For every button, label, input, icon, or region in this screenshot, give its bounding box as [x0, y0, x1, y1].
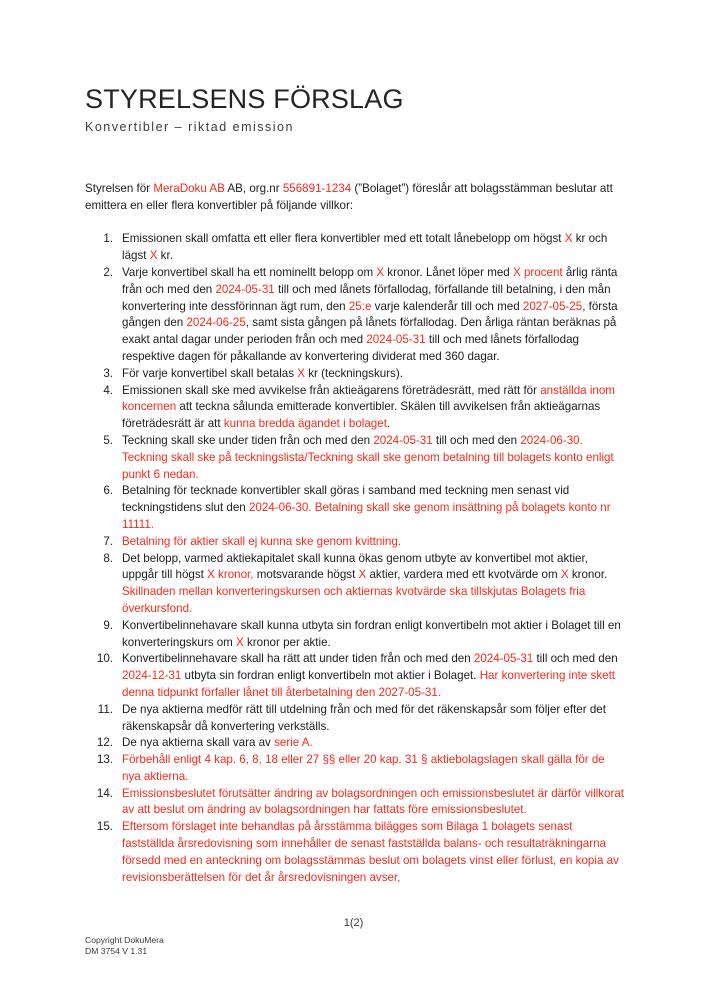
list-item	[85, 651, 624, 701]
body-text: .	[386, 417, 391, 431]
variable-text: 556891-1234	[282, 182, 352, 195]
list-item-text	[122, 787, 624, 817]
variable-text: Betalning skall ske genom insättning på bolagets konto nr 11111.	[122, 501, 611, 531]
terms-list	[85, 231, 624, 886]
list-item-number: 1.	[103, 232, 113, 246]
body-text: , samt sista gången på lånets förfallodag. Den årliga räntan beräknas på exakt antal dagar under perioden från och med	[122, 316, 617, 347]
list-item-number: 12.	[96, 736, 113, 750]
variable-text: 2024-06-30.	[248, 501, 312, 515]
list-item	[85, 786, 624, 820]
list-item-text	[122, 434, 614, 481]
variable-text: X	[564, 232, 573, 246]
variable-text: Skillnaden mellan konverteringskursen och aktiernas kvotvärde ska tillskjutas Bolagets fria överkursfond.	[122, 585, 586, 615]
list-item-number: 13.	[96, 753, 113, 767]
variable-text: Betalning för aktier skall ej kunna ske genom kvittning.	[122, 534, 402, 548]
list-item	[85, 265, 624, 366]
copyright-block	[85, 935, 164, 957]
body-text: Styrelsen för	[85, 182, 154, 195]
list-item	[85, 433, 624, 483]
variable-text: 25:e	[348, 299, 372, 313]
variable-text: X	[297, 366, 306, 380]
list-item	[85, 551, 624, 618]
body-text: De nya aktierna skall vara av	[122, 736, 275, 750]
variable-text: Har konvertering inte skett denna tidpunkt förfaller lånet till återbetalning den 2027-05-31.	[122, 669, 616, 699]
document-subtitle: Konvertibler – riktad emission	[85, 120, 294, 134]
list-item-text	[122, 820, 619, 883]
copyright-line-2: DM 3754 V 1.31	[85, 946, 148, 956]
list-item-number: 8.	[103, 551, 113, 565]
variable-text: Emissionsbeslutet förutsätter ändring av bolagsordningen och emissionsbeslutet är därför villkorat av att beslut om ändring av bolagsordningen har fattats före emissionsbeslutet.	[122, 786, 625, 817]
body-text: kronor. Lånet löper med	[384, 265, 513, 279]
body-text: aktier, vardera med ett kvotvärde om	[366, 568, 561, 582]
variable-text: Eftersom förslaget inte behandlas på årsstämma bilägges som Bilaga 1 bolagets senast fastställda årsredovisning som innehåller de senast fastställda balans- och resultaträkningarna försedd med en anteckning om bolagsstämmas beslut om bolagets vinst eller förlust, en kopia av revisionsberättelsen för det år årsredovisningen avser,	[122, 820, 619, 884]
body-text: varje kalenderår till och med	[371, 299, 523, 313]
variable-text: Förbehåll enligt 4 kap. 6, 8, 18 eller 27 §§ eller 20 kap. 31 § aktiebolagslagen skall gälla för de nya aktierna.	[122, 753, 605, 783]
body-text: Emissionen skall omfatta ett eller flera konvertibler med ett totalt lånebelopp om högst	[122, 232, 565, 246]
body-text: Betalning för tecknade konvertibler skall göras i samband med teckning men senast vid teckningstidens slut den	[122, 484, 570, 515]
variable-text: 2024-05-31	[373, 433, 433, 447]
list-item	[85, 383, 624, 433]
variable-text: X	[560, 568, 569, 582]
body-text: kronor per aktie.	[243, 635, 331, 649]
list-item-text	[122, 652, 618, 699]
body-text: årlig ränta från och med den	[122, 265, 618, 296]
variable-text: 2024-05-31	[366, 333, 426, 347]
body-text: till och med den	[533, 652, 618, 666]
body-text: För varje konvertibel skall betalas	[122, 366, 298, 380]
variable-text: kunna bredda ägandet i bolaget	[223, 417, 387, 431]
body-text: Emissionen skall ske med avvikelse från aktieägarens företrädesrätt, med rätt för	[122, 383, 541, 397]
list-item-text	[122, 232, 607, 262]
list-item	[85, 702, 624, 736]
body-text: AB, org.nr	[224, 182, 283, 195]
variable-text: anställda inom koncernen	[122, 383, 615, 414]
list-item-text	[122, 384, 615, 431]
list-item-text	[122, 703, 606, 733]
list-item	[85, 231, 624, 265]
variable-text: X	[376, 265, 385, 279]
variable-text: Teckning skall ske på teckningslista/Teckning skall ske genom betalning till bolagets konto enligt punkt 6 nedan.	[122, 450, 614, 481]
list-item-number: 11.	[97, 702, 113, 716]
body-text: kronor.	[568, 568, 608, 582]
list-item-number: 14.	[96, 786, 113, 800]
body-text: motsvarande högst	[253, 568, 359, 582]
body-text: De nya aktierna medför rätt till utdelning från och med för det räkenskapsår som följer efter det räkenskapsår då konvertering verkställs.	[122, 702, 606, 733]
body-text: Konvertibelinnehavare skall ha rätt att under tiden från och med den	[122, 652, 474, 666]
list-item-number: 10.	[96, 652, 113, 666]
list-item-number: 6.	[103, 484, 113, 498]
body-text: Teckning skall ske under tiden från och med den	[122, 433, 374, 447]
body-text: kr.	[157, 249, 173, 263]
list-item-number: 9.	[103, 618, 113, 632]
page-number: 1(2)	[343, 917, 364, 929]
variable-text: 2024-06-25	[186, 316, 246, 330]
list-item-text	[122, 535, 401, 548]
intro-paragraph	[85, 181, 624, 215]
list-item-text	[122, 736, 313, 749]
variable-text: 2024-05-31	[473, 652, 534, 666]
body-text: (”Bolaget”) föreslår att bolagsstämman beslutar att emittera en eller flera konvertibler på följande villkor:	[85, 182, 613, 212]
variable-text: X kronor,	[207, 568, 254, 582]
variable-text: X procent	[512, 265, 563, 279]
list-item	[85, 483, 624, 533]
body-text: kr och lägst	[122, 232, 608, 263]
variable-text: 2027-05-25	[522, 299, 583, 313]
list-item-number: 15.	[96, 820, 113, 834]
body-text: till och med lånets förfallodag, förfallande till betalning, i den mån konvertering inte dessförinnan ägt rum, den	[122, 282, 611, 313]
list-item-text	[122, 367, 403, 380]
page-title: STYRELSENS FÖRSLAG	[85, 84, 404, 114]
list-item	[85, 735, 624, 752]
list-item-text	[122, 619, 621, 649]
body-text: kr (teckningskurs).	[305, 366, 403, 380]
list-item	[85, 752, 624, 786]
variable-text: 2024-05-31	[215, 282, 275, 296]
variable-text: serie A.	[274, 736, 313, 750]
copyright-line-1: Copyright DokuMera	[85, 935, 164, 945]
variable-text: X	[149, 249, 158, 263]
list-item-text	[122, 484, 611, 531]
list-item-text	[122, 266, 618, 363]
document-content	[85, 84, 624, 886]
body-text: till och med lånets förfallodag respektive dagen för påkallande av konvertering dividerat med 360 dagar.	[122, 333, 579, 363]
variable-text: 2024-12-31	[122, 669, 182, 683]
list-item-number: 5.	[103, 433, 113, 447]
body-text: att teckna sålunda emitterade konvertibler. Skälen till avvikelsen från aktieägarnas företrädesrätt är att	[122, 400, 601, 431]
body-text: till och med den	[432, 433, 521, 447]
list-item-number: 4.	[103, 383, 113, 397]
list-item-number: 7.	[103, 534, 113, 548]
body-text: Konvertibelinnehavare skall kunna utbyta sin fordran enligt konvertibeln mot aktier i Bolaget till en konverteringskurs om	[122, 618, 621, 649]
list-item-text	[122, 552, 607, 615]
list-item	[85, 534, 624, 551]
variable-text: X	[236, 635, 244, 649]
body-text: utbyta sin fordran enligt konvertibeln mot aktier i Bolaget.	[181, 669, 480, 683]
variable-text: 2024-06-30.	[520, 433, 583, 447]
body-text: Varje konvertibel skall ha ett nominellt belopp om	[122, 265, 377, 279]
list-item	[85, 618, 624, 652]
list-item-number: 2.	[103, 265, 113, 279]
list-item-number: 3.	[103, 366, 113, 380]
body-text: , första gången den	[122, 299, 618, 330]
list-item	[85, 366, 624, 383]
variable-text: X	[358, 568, 367, 582]
list-item	[85, 819, 624, 886]
list-item-text	[122, 753, 605, 783]
body-text: Det belopp, varmed aktiekapitalet skall kunna ökas genom utbyte av konvertibel mot aktier, uppgår till högst	[122, 551, 588, 582]
variable-text: MeraDoku AB	[153, 182, 225, 195]
